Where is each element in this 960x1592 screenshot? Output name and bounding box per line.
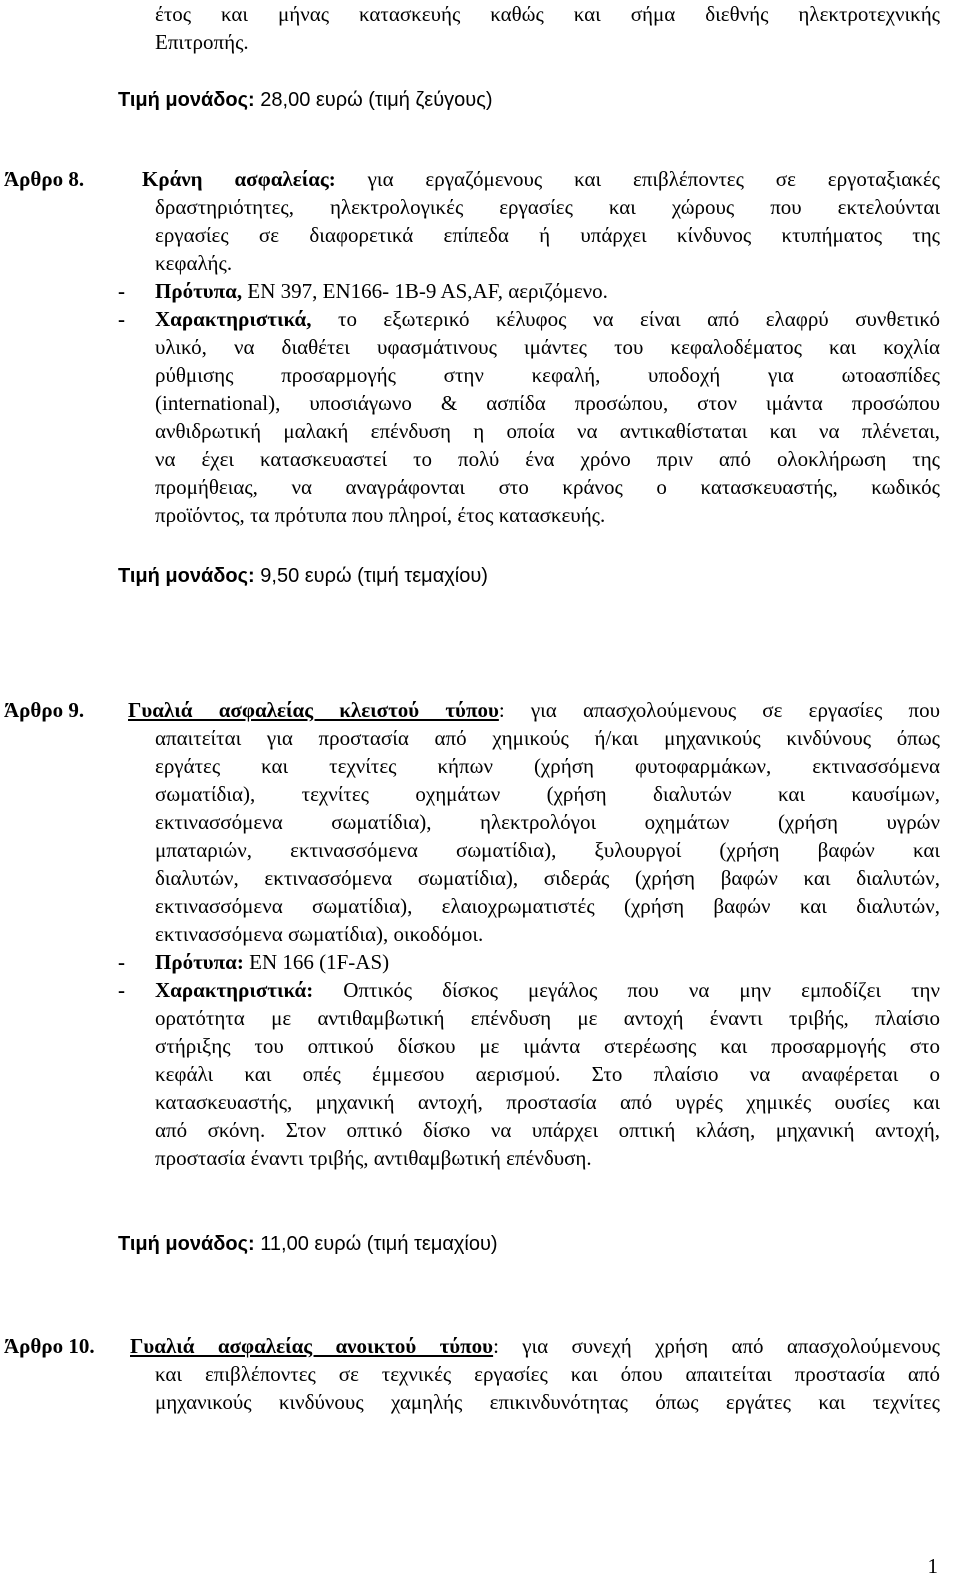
page-number: 1 [927,1554,938,1578]
text-line: διαλυτών, εκτινασσόμενα σωματίδια), σιδεράς (χρήση βαφών και διαλυτών, [155,866,940,890]
text-line: (international), υποσιάγωνο & ασπίδα προσώπου, στον ιμάντα προσώπου [155,391,940,415]
dash-bullet: - [118,279,125,303]
standards-label: Πρότυπα: [155,950,244,974]
price-line [118,1230,498,1258]
price-label: Τιμή μονάδος: [118,565,255,587]
text-line: μηχανικούς κινδύνους χαμηλής επικινδυνότητας όπως εργάτες και τεχνίτες [155,1390,940,1414]
text-line: και επιβλέποντες σε τεχνικές εργασίες και όπου απαιτείται προστασία από [155,1362,940,1386]
article-title: Γυαλιά ασφαλείας κλειστού τύπου [128,698,499,722]
text-line: έτος και μήνας κατασκευής καθώς και σήμα διεθνής ηλεκτροτεχνικής [155,2,940,26]
features-first-line [155,305,940,333]
text-line: κατασκευαστής, μηχανική αντοχή, προστασία από υγρές χημικές ουσίες και [155,1090,940,1114]
text-line: δραστηριότητες, ηλεκτρολογικές εργασίες και χώρους που εκτελούνται [155,195,940,219]
text-line: ανθιδρωτική μαλακή επένδυση η οποία να αντικαθίσταται και να πλένεται, [155,419,940,443]
article-first-line [142,165,940,193]
article-number: Άρθρο 10. [4,1334,95,1358]
text-line: προμήθειας, να αναγράφονται στο κράνος ο κατασκευαστής, κωδικός [155,475,940,499]
text-line: προϊόντος, τα πρότυπα που πληροί, έτος κατασκευής. [155,503,606,527]
text-span: : για απασχολούμενους σε εργασίες που [498,698,940,722]
text-line: κεφάλι και οπές έμμεσου αερισμού. Στο πλαίσιο να αναφέρεται ο [155,1062,940,1086]
price-value: 9,50 ευρώ (τιμή τεμαχίου) [260,565,488,587]
text-span: Επιτροπής. [155,30,249,54]
article-first-line [128,696,940,724]
text-line: εκτινασσόμενα σωματίδια), οικοδόμοι. [155,922,484,946]
price-label: Τιμή μονάδος: [118,89,255,111]
standards-line [155,277,608,305]
text-line: από σκόνη. Στον οπτικό δίσκο να υπάρχει οπτική κλάση, μηχανική αντοχή, [155,1118,940,1142]
standards-text: EN 166 (1F-AS) [249,950,390,974]
text-line: απαιτείται για προστασία από χημικούς ή/και μηχανικούς κινδύνους όπως [155,726,940,750]
text-line: εργάτες και τεχνίτες κήπων (χρήση φυτοφαρμάκων, εκτινασσόμενα [155,754,940,778]
dash-bullet: - [118,950,125,974]
standards-text: EN 397, EN166- 1B-9 AS,AF, αεριζόμενο. [247,279,608,303]
features-label: Χαρακτηριστικά, [155,307,312,331]
article-number: Άρθρο 9. [4,698,85,722]
text-line [155,28,249,56]
price-line [118,562,488,590]
text-span: το εξωτερικό κέλυφος να είναι από ελαφρύ συνθετικό [338,307,940,331]
dash-bullet: - [118,307,125,331]
price-value: 11,00 ευρώ (τιμή τεμαχίου) [260,1233,498,1255]
text-line: εκτινασσόμενα σωματίδια), ηλεκτρολόγοι οχημάτων (χρήση υγρών [155,810,940,834]
article-title: Κράνη ασφαλείας: [142,167,336,191]
text-span: Οπτικός δίσκος μεγάλος που να μην εμποδίζει την [343,978,940,1002]
text-line: σωματίδια), τεχνίτες οχημάτων (χρήση διαλυτών και καυσίμων, [155,782,940,806]
text-line: εκτινασσόμενα σωματίδια), ελαιοχρωματιστές (χρήση βαφών και διαλυτών, [155,894,940,918]
text-line: στήριξης του οπτικού δίσκου με ιμάντα στερέωσης και προσαρμογής στο [155,1034,940,1058]
features-first-line [155,976,940,1004]
price-line [118,86,493,114]
dash-bullet: - [118,978,125,1002]
text-span: : για συνεχή χρήση από απασχολούμενους [493,1334,940,1358]
text-line: προστασία έναντι τριβής, αντιθαμβωτική επένδυση. [155,1146,592,1170]
article-first-line [130,1332,940,1360]
article-number: Άρθρο 8. [4,167,85,191]
text-span: για εργαζόμενους και επιβλέποντες σε εργοταξιακές [367,167,940,191]
price-label: Τιμή μονάδος: [118,1233,255,1255]
text-line: ρύθμισης προσαρμογής στην κεφαλή, υποδοχή για ωτοασπίδες [155,363,940,387]
text-line: εργασίες σε διαφορετικά επίπεδα ή υπάρχει κίνδυνος κτυπήματος της [155,223,940,247]
text-line: να έχει κατασκευαστεί το πολύ ένα χρόνο πριν από ολοκλήρωση της [155,447,940,471]
text-line: ορατότητα με αντιθαμβωτική επένδυση με αντοχή έναντι τριβής, πλαίσιο [155,1006,940,1030]
features-label: Χαρακτηριστικά: [155,978,314,1002]
text-line: υλικό, να διαθέτει υφασμάτινους ιμάντες του κεφαλοδέματος και κοχλία [155,335,940,359]
standards-label: Πρότυπα, [155,279,243,303]
text-line: κεφαλής. [155,251,233,275]
article-title: Γυαλιά ασφαλείας ανοικτού τύπου [130,1334,494,1358]
text-line: μπαταριών, εκτινασσόμενα σωματίδια), ξυλουργοί (χρήση βαφών και [155,838,940,862]
price-value: 28,00 ευρώ (τιμή ζεύγους) [260,89,493,111]
standards-line [155,948,389,976]
